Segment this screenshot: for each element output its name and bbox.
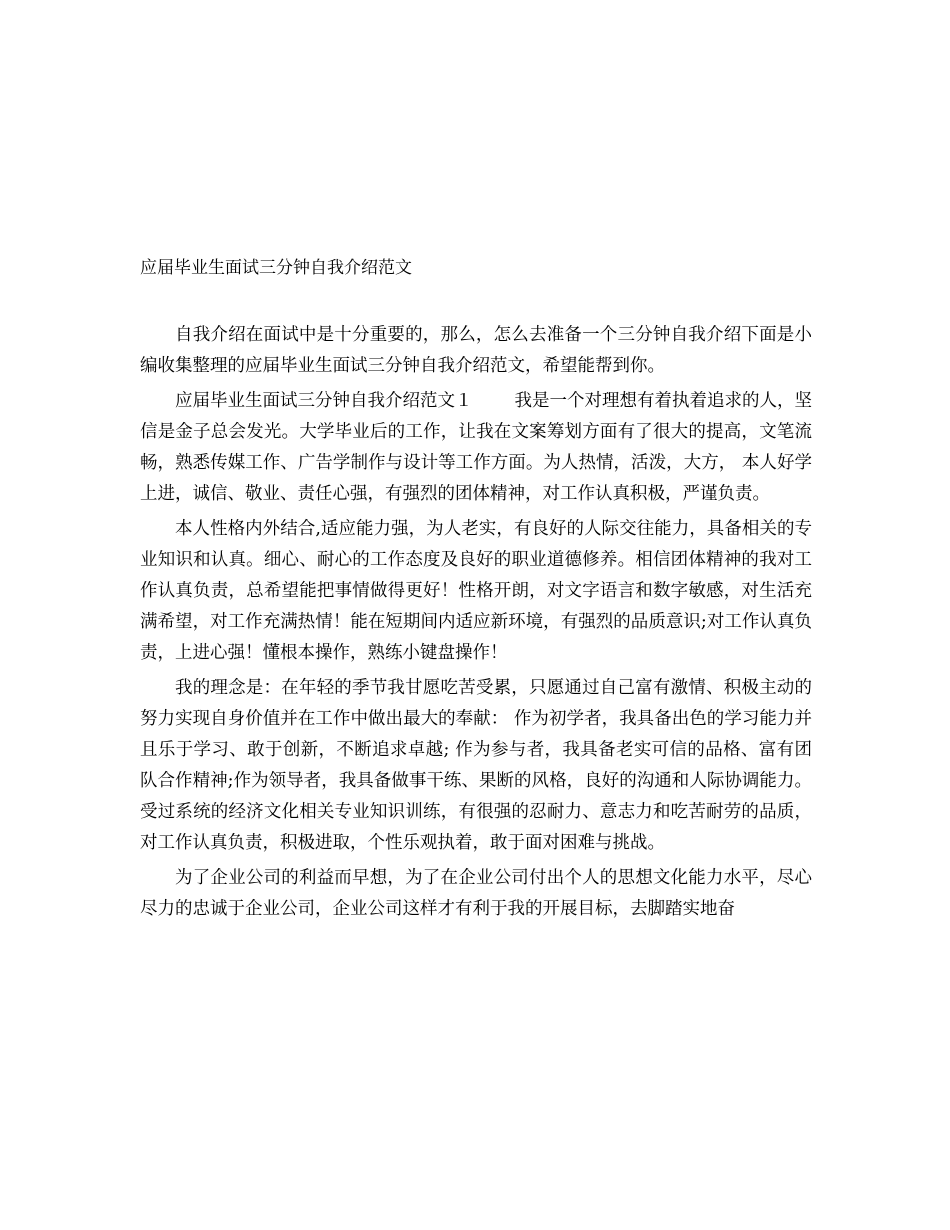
section-heading: 应届毕业生面试三分钟自我介绍范文１	[175, 391, 473, 411]
intro-paragraph: 自我介绍在面试中是十分重要的，那么，怎么去准备一个三分钟自我介绍下面是小编收集整理的应届毕业生面试三分钟自我介绍范文，希望能帮到你。	[140, 325, 812, 376]
body-paragraph: 本人性格内外结合,适应能力强，为人老实，有良好的人际交往能力，具备相关的专业知识和认真。细心、耐心的工作态度及良好的职业道德修养。相信团体精神的我对工作认真负责，总希望能把事情做得更好！性格开朗，对文字语言和数字敏感，对生活充满希望，对工作充满热情！能在短期间内适应新环境，有强烈的品质意识;对工作认真负责，上进心强！懂根本操作，熟练小键盘操作！	[140, 519, 812, 663]
section-opening-text: 我是一个对理想有着执着追求的人，坚信是金子总会发光。大学毕业后的工作，让我在文案筹划方面有了很大的提高，文笔流畅，熟悉传媒工作、广告学制作与设计等工作方面。为人热情，活泼，大方， 本人好学上进，诚信、敬业、责任心强，有强烈的团体精神，对工作认真积极，严谨负责。	[140, 391, 812, 504]
document-body	[140, 320, 812, 929]
body-paragraph: 为了企业公司的利益而早想，为了在企业公司付出个人的思想文化能力水平，尽心尽力的忠诚于企业公司，企业公司这样才有利于我的开展目标，去脚踏实地奋	[140, 868, 812, 919]
section-paragraph	[140, 386, 812, 510]
document-title: 应届毕业生面试三分钟自我介绍范文	[140, 258, 412, 278]
body-paragraph: 我的理念是：在年轻的季节我甘愿吃苦受累，只愿通过自己富有激情、积极主动的努力实现自身价值并在工作中做出最大的奉献： 作为初学者，我具备出色的学习能力并且乐于学习、敢于创新，不断追求卓越; 作为参与者，我具备老实可信的品格、富有团队合作精神;作为领导者，我具备做事干练、果断的风格，良好的沟通和人际协调能力。受过系统的经济文化相关专业知识训练，有很强的忍耐力、意志力和吃苦耐劳的品质，对工作认真负责，积极进取，个性乐观执着，敢于面对困难与挑战。	[140, 678, 812, 853]
